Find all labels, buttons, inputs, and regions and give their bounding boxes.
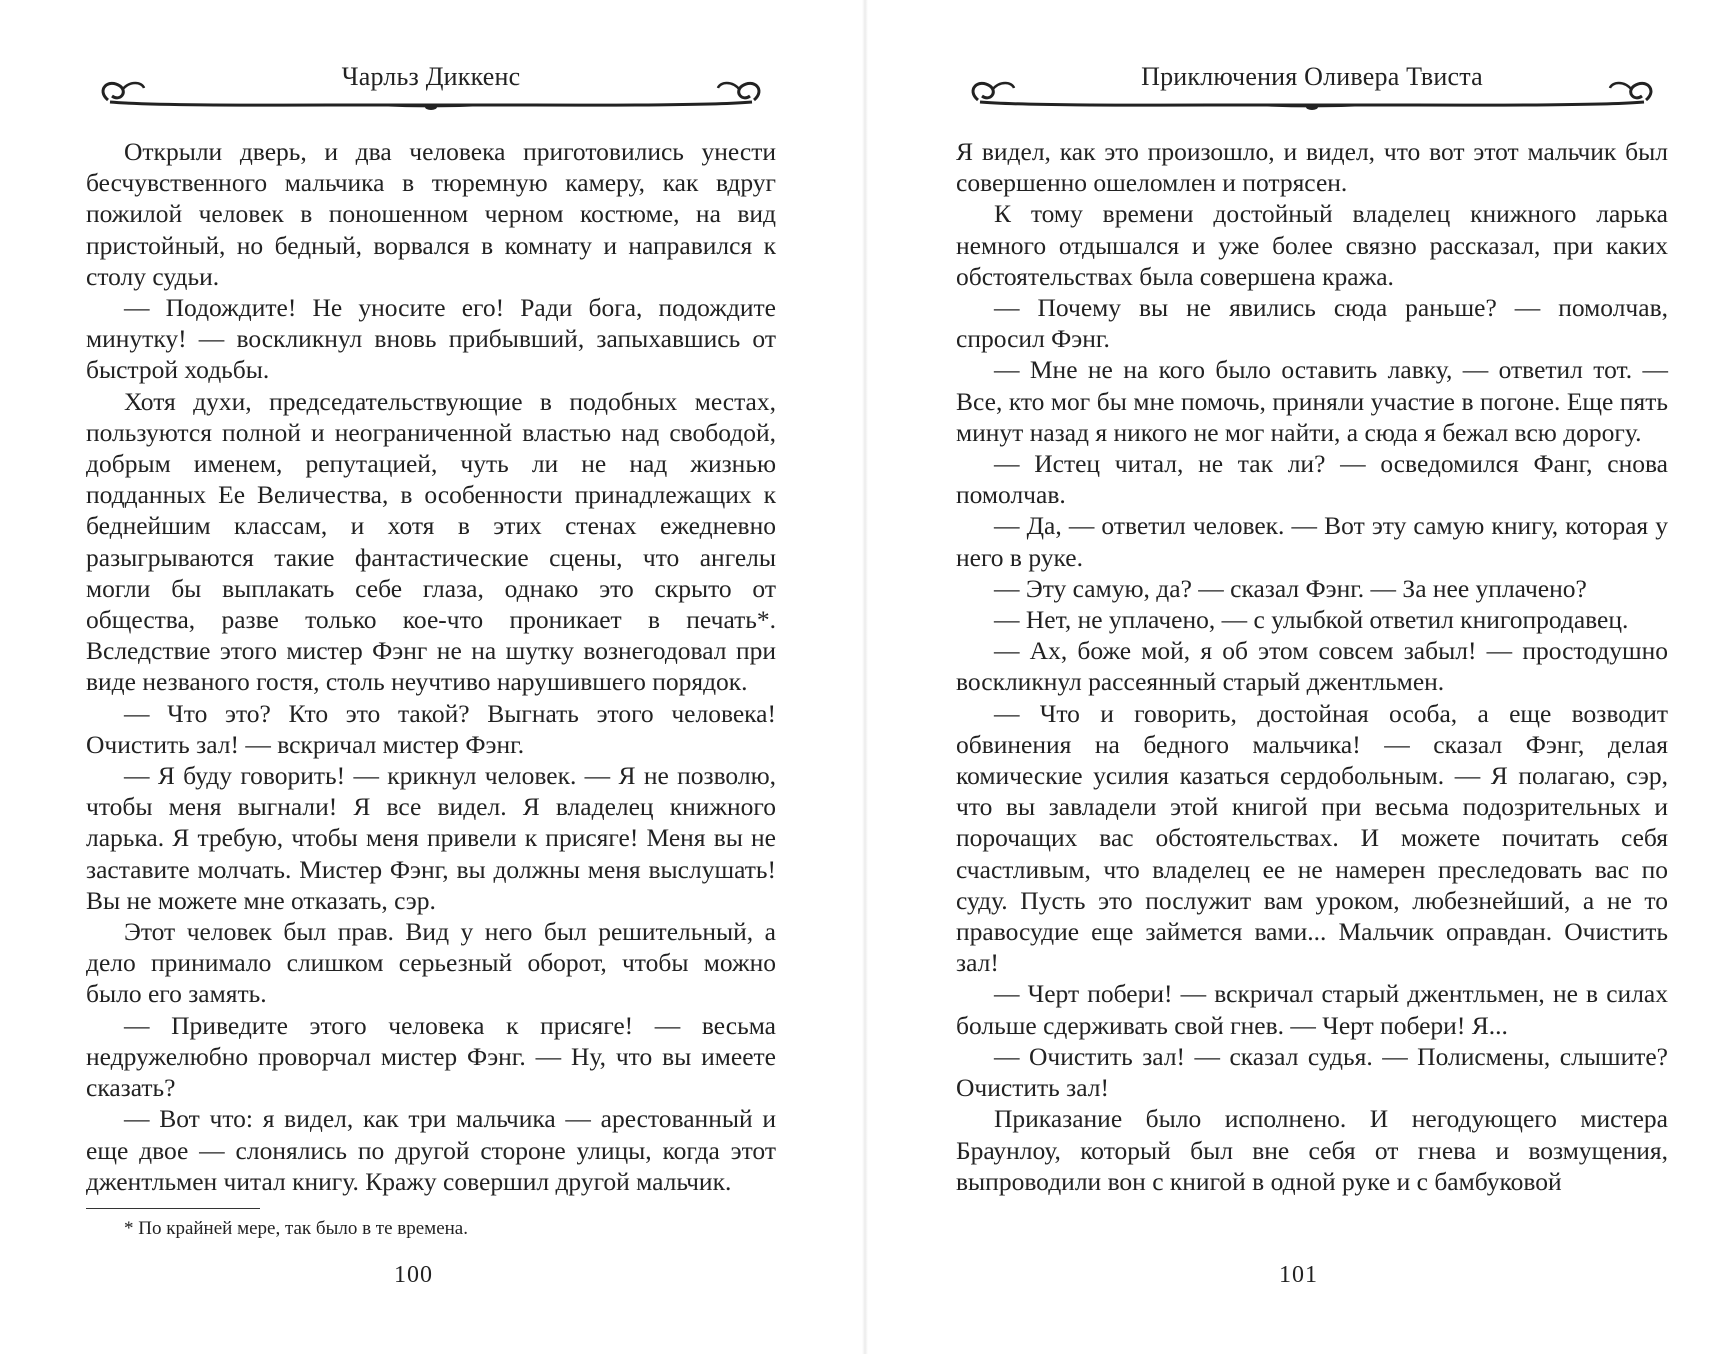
right-running-head	[956, 62, 1668, 122]
paragraph: К тому времени достойный владелец книжного ларька немного отдышался и уже более связно рассказал, при каких обстоятельствах была совершена кража.	[956, 199, 1668, 291]
footnote-rule	[86, 1208, 260, 1209]
paragraph: Приказание было исполнено. И негодующего мистера Браунлоу, который был вне себя от гнева и возмущения, выпроводили вон с книгой в одной руке и с бамбуковой	[956, 1104, 1668, 1196]
right-page-body	[956, 136, 1668, 1197]
paragraph: — Истец читал, не так ли? — осведомился Фанг, снова помолчав.	[956, 449, 1668, 510]
paragraph: — Эту самую, да? — сказал Фэнг. — За нее уплачено?	[994, 573, 1587, 603]
paragraph: Хотя духи, председательствующие в подобных местах, пользуются полной и неограниченной властью над свободой, добрым именем, репутацией, чуть ли не над жизнью подданных Ее Величества, в особенности принадлежащих к беднейшим классам, и хотя в этих стенах ежедневно разыгрываются такие фантастические сцены, что ангелы могли бы выплакать себе глаза, однако это скрыто от общества, разве только кое-что проникает в печать*. Вследствие этого мистер Фэнг не на шутку вознегодовал при виде незваного гостя, столь неучтиво нарушившего порядок.	[86, 386, 776, 697]
paragraph: — Приведите этого человека к присяге! — весьма недружелюбно проворчал мистер Фэнг. — Ну, что вы имеете сказать?	[86, 1010, 776, 1103]
paragraph: Я видел, как это произошло, и видел, что вот этот мальчик был совершенно ошеломлен и потрясен.	[956, 137, 1668, 198]
paragraph: Открыли дверь, и два человека приготовились унести бесчувственного мальчика в тюремную камеру, как вдруг пожилой человек в поношенном черном костюме, на вид пристойный, но бедный, ворвался в комнату и направился к столу судьи.	[86, 137, 776, 291]
paragraph: — Нет, не уплачено, — с улыбкой ответил книгопродавец.	[994, 605, 1629, 635]
footnote: * По крайней мере, так было в те времена.	[124, 1218, 468, 1239]
right-page	[866, 0, 1731, 1354]
paragraph: — Что и говорить, достойная особа, а еще возводит обвинения на бедного мальчика! — сказал Фэнг, делая комические усилия казаться сердобольным. — Я полагаю, сэр, что вы завладели этой книгой при весьма подозрительных и порочащих вас обстоятельствах. И можете почитать себя счастливым, что владелец ее не намерен преследовать вас по суду. Пусть это послужит вам уроком, любезнейший, а не то правосудие еще займется вами... Мальчик оправдан. Очистить зал!	[956, 698, 1668, 978]
book-title-running-head: Приключения Оливера Твиста	[1141, 62, 1483, 91]
page-number-left: 100	[394, 1262, 433, 1288]
page-number-right: 101	[1279, 1262, 1318, 1288]
left-page-body	[86, 136, 776, 1197]
left-running-head	[86, 62, 776, 122]
paragraph: — Что это? Кто это такой? Выгнать этого человека! Очистить зал! — вскричал мистер Фэнг.	[86, 698, 776, 759]
paragraph: Этот человек был прав. Вид у него был решительный, а дело принимало слишком серьезный оборот, чтобы можно было его замять.	[86, 917, 776, 1009]
paragraph: — Да, — ответил человек. — Вот эту самую книгу, которая у него в руке.	[956, 511, 1668, 572]
author-running-head: Чарльз Диккенс	[341, 62, 521, 91]
paragraph: — Мне не на кого было оставить лавку, — ответил тот. — Все, кто мог бы мне помочь, приняли участие в погоне. Еще пять минут назад я никого не мог найти, а сюда я бежал всю дорогу.	[956, 355, 1668, 447]
paragraph: — Очистить зал! — сказал судья. — Полисмены, слышите? Очистить зал!	[956, 1041, 1668, 1103]
paragraph: — Вот что: я видел, как три мальчика — арестованный и еще двое — слонялись по другой стороне улицы, когда этот джентльмен читал книгу. Кражу совершил другой мальчик.	[86, 1104, 776, 1196]
paragraph: — Почему вы не явились сюда раньше? — помолчав, спросил Фэнг.	[956, 293, 1668, 354]
paragraph: — Ах, боже мой, я об этом совсем забыл! — простодушно воскликнул рассеянный старый джентльмен.	[956, 636, 1668, 697]
paragraph: — Я буду говорить! — крикнул человек. — Я не позволю, чтобы меня выгнали! Я все видел. Я владелец книжного ларька. Я требую, чтобы меня привели к присяге! Меня вы не заставите молчать. Мистер Фэнг, вы должны меня выслушать! Вы не можете мне отказать, сэр.	[86, 761, 776, 915]
paragraph: — Подождите! Не уносите его! Ради бога, подождите минутку! — воскликнул вновь прибывший, запыхавшись от быстрой ходьбы.	[86, 293, 776, 385]
left-page	[0, 0, 865, 1354]
paragraph: — Черт побери! — вскричал старый джентльмен, не в силах больше сдерживать свой гнев. — Черт побери! Я...	[956, 979, 1668, 1040]
